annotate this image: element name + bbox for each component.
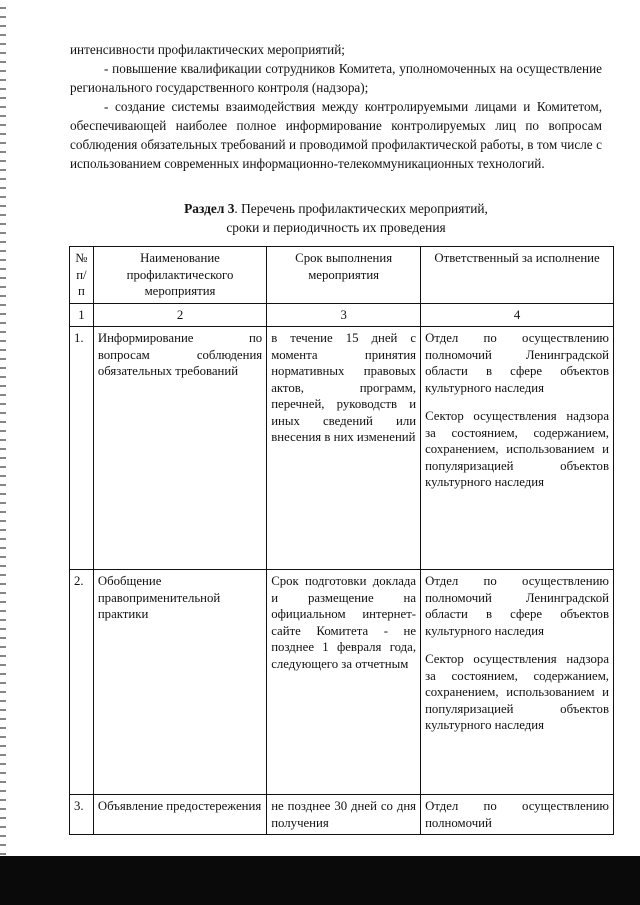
scan-bottom-border [0, 856, 640, 905]
column-numbers-row [70, 303, 614, 327]
activity-deadline [267, 795, 421, 835]
responsible-sector: Сектор осуществления надзора за состоянием, содержанием, сохранением, использованием и популяризацией объектов культурного наследия [425, 409, 609, 489]
activity-responsible [421, 795, 614, 835]
row-number: 1. [70, 327, 94, 570]
column-number: 4 [421, 303, 614, 327]
activity-name: Информирование по вопросам соблюдения обязательных требований [93, 327, 266, 570]
intro-text [70, 40, 602, 173]
intro-bullet-interaction: - создание системы взаимодействия между контролируемыми лицами и Комитетом, обеспечивающей наиболее полное информирование контролируемых лиц по вопросам соблюдения обязательных требований и проводимой профилактической работы, в том числе с использованием современных информационно-телекоммуникационных технологий. [70, 99, 602, 171]
activity-deadline: в течение 15 дней с момента принятия нормативных правовых актов, программ, перечней, руководств и иных сведений или внесения в них изменений [267, 327, 421, 570]
table-header-row [70, 247, 614, 304]
activity-responsible [421, 327, 614, 570]
row-number: 3. [70, 795, 94, 835]
header-responsible: Ответственный за исполнение [421, 247, 614, 304]
activity-name: Обобщение правоприменительной практики [93, 570, 266, 795]
activity-deadline-text: не позднее 30 дней со дня получения [271, 799, 417, 830]
section-heading [70, 199, 602, 237]
scan-edge [0, 0, 6, 905]
activities-table [69, 246, 614, 835]
section-title-rest: . Перечень профилактических мероприятий, [234, 201, 488, 216]
responsible-department: Отдел по осуществлению полномочий [425, 799, 609, 830]
activity-name-text: Объявление предостережения [97, 799, 262, 813]
header-deadline: Срок выполнения мероприятия [267, 247, 421, 304]
table-row [70, 570, 614, 795]
section-title-line2: сроки и периодичность их проведения [226, 220, 446, 235]
column-number: 2 [93, 303, 266, 327]
table-row [70, 795, 614, 835]
activity-responsible [421, 570, 614, 795]
intro-line-1: интенсивности профилактических мероприятий; [70, 42, 345, 57]
column-number: 1 [70, 303, 94, 327]
header-number: № п/п [70, 247, 94, 304]
responsible-department: Отдел по осуществлению полномочий Ленинградской области в сфере объектов культурного наследия [425, 331, 609, 395]
activity-name [93, 795, 266, 835]
column-number: 3 [267, 303, 421, 327]
activity-deadline: Срок подготовки доклада и размещение на официальном интернет-сайте Комитета - не позднее 1 февраля года, следующего за отчетным [267, 570, 421, 795]
responsible-sector: Сектор осуществления надзора за состоянием, содержанием, сохранением, использованием и популяризацией объектов культурного наследия [425, 652, 609, 732]
intro-bullet-qualification: - повышение квалификации сотрудников Комитета, уполномоченных на осуществление регионального государственного контроля (надзора); [70, 61, 602, 95]
row-number: 2. [70, 570, 94, 795]
header-activity-name: Наименование профилактического мероприятия [93, 247, 266, 304]
table-row [70, 327, 614, 570]
section-label: Раздел 3 [184, 201, 235, 216]
responsible-department: Отдел по осуществлению полномочий Ленинградской области в сфере объектов культурного наследия [425, 574, 609, 638]
